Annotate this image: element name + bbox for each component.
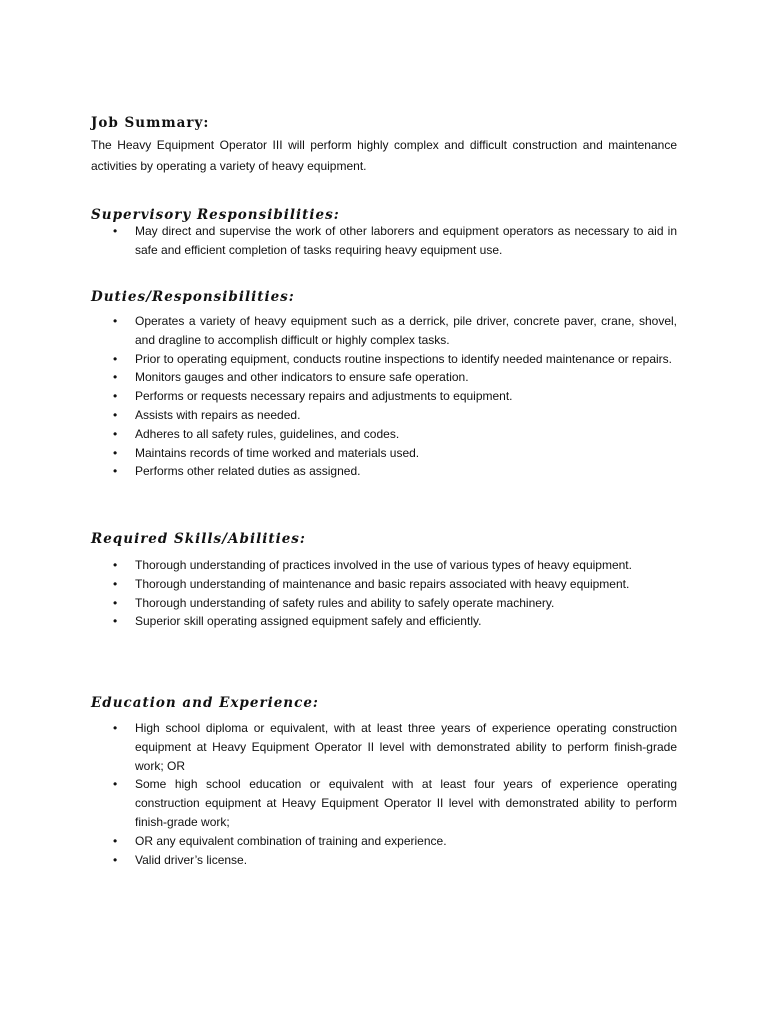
list-item: • Prior to operating equipment, conducts routine inspections to identify needed maintenance or repairs. — [91, 350, 677, 369]
list-item: • Thorough understanding of practices involved in the use of various types of heavy equipment. — [91, 556, 677, 575]
list-item: • High school diploma or equivalent, with at least three years of experience operating construction equipment at Heavy Equipment Operator II level with demonstrated ability to perform finish-grade work; OR — [91, 719, 677, 775]
list-item: • Some high school education or equivalent with at least four years of experience operating construction equipment at Heavy Equipment Operator II level with demonstrated ability to perform finish-grade work; — [91, 775, 677, 831]
skills-heading: Required Skills/Abilities: — [91, 531, 306, 547]
list-item: • Performs or requests necessary repairs and adjustments to equipment. — [91, 387, 677, 406]
duties-heading: Duties/Responsibilities: — [91, 289, 295, 305]
skills-list — [91, 556, 677, 631]
supervisory-heading: Supervisory Responsibilities: — [91, 207, 340, 223]
supervisory-list — [91, 222, 677, 260]
list-item: • Valid driver’s license. — [91, 851, 677, 870]
education-list — [91, 719, 677, 869]
list-item: • Performs other related duties as assigned. — [91, 462, 677, 481]
education-heading: Education and Experience: — [91, 695, 319, 711]
list-item: • Thorough understanding of maintenance and basic repairs associated with heavy equipment. — [91, 575, 677, 594]
list-item: • May direct and supervise the work of other laborers and equipment operators as necessary to aid in safe and efficient completion of tasks requiring heavy equipment use. — [91, 222, 677, 260]
list-item: • Assists with repairs as needed. — [91, 406, 677, 425]
list-item: • Adheres to all safety rules, guidelines, and codes. — [91, 425, 677, 444]
list-item: • Maintains records of time worked and materials used. — [91, 444, 677, 463]
list-item: • OR any equivalent combination of training and experience. — [91, 832, 677, 851]
list-item: • Thorough understanding of safety rules and ability to safely operate machinery. — [91, 594, 677, 613]
job-summary-text: The Heavy Equipment Operator III will perform highly complex and difficult construction and maintenance activities by operating a variety of heavy equipment. — [91, 138, 677, 173]
job-summary-heading: Job Summary: — [91, 115, 210, 131]
list-item: • Monitors gauges and other indicators to ensure safe operation. — [91, 368, 677, 387]
duties-list — [91, 312, 677, 481]
list-item: • Superior skill operating assigned equipment safely and efficiently. — [91, 612, 677, 631]
list-item: • Operates a variety of heavy equipment such as a derrick, pile driver, concrete paver, crane, shovel, and dragline to accomplish difficult or highly complex tasks. — [91, 312, 677, 350]
